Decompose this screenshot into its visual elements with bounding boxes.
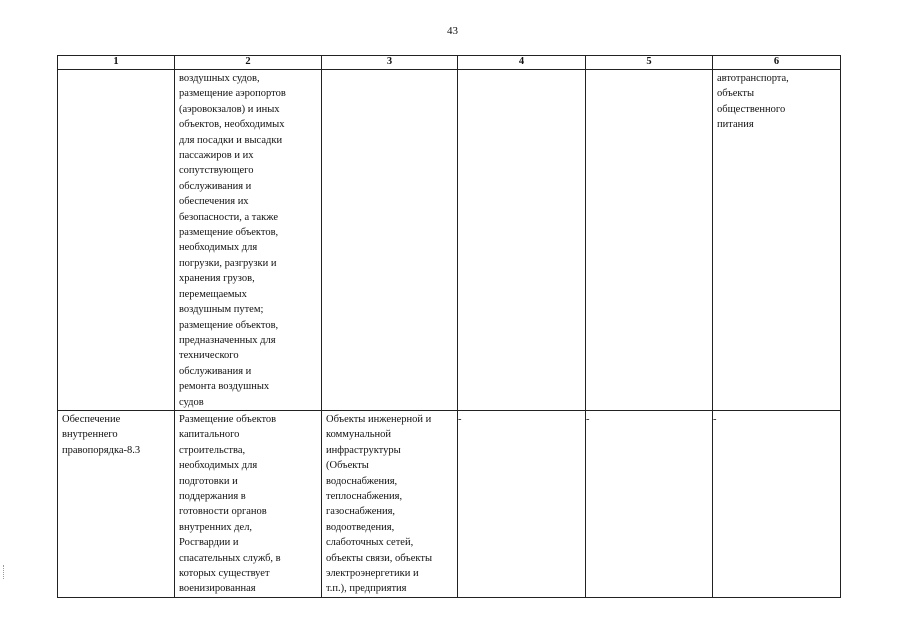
cell-text: Размещение объектов капитального строительства, необходимых для подготовки и поддержания в готовности органов внутренних дел, Росгвардии и спасательных служб, в которых существует военизированная <box>179 413 281 595</box>
table-cell <box>175 70 322 411</box>
page-number: 43 <box>447 25 458 37</box>
table-cell <box>586 410 713 597</box>
cell-text: - <box>713 413 717 425</box>
table-cell <box>586 70 713 411</box>
table-cell <box>322 410 458 597</box>
cell-text: - <box>458 413 462 425</box>
column-header-3: 3 <box>322 56 458 70</box>
table-cell <box>58 410 175 597</box>
column-header-6: 6 <box>713 56 841 70</box>
cell-text <box>458 70 585 71</box>
cell-text <box>322 70 457 71</box>
cell-text: - <box>586 413 590 425</box>
column-header-5: 5 <box>586 56 713 70</box>
column-header-4: 4 <box>458 56 586 70</box>
cell-text <box>58 70 174 71</box>
table-header-row <box>58 56 841 70</box>
cell-text: воздушных судов, размещение аэропортов (аэровокзалов) и иных объектов, необходимых для посадки и высадки пассажиров и их сопутствующего обслуживания и обеспечения их безопасности, а также размещение объектов, необходимых для погрузки, разгрузки и хранения грузов, перемещаемых воздушным путем; размещение объектов, предназначенных для технического обслуживания и ремонта воздушных судов <box>179 73 286 408</box>
table-cell <box>458 70 586 411</box>
table-cell <box>175 410 322 597</box>
cell-text: Объекты инженерной и коммунальной инфраструктуры (Объекты водоснабжения, теплоснабжения, газоснабжения, водоотведения, слаботочных сетей, объекты связи, объекты электроэнергетики и т.п.), предприятия <box>326 413 433 595</box>
table-row <box>58 70 841 411</box>
table-cell <box>713 410 841 597</box>
cell-text: Обеспечение внутреннего правопорядка-8.3 <box>62 413 141 456</box>
cell-text: автотранспорта, объекты общественного питания <box>717 73 789 131</box>
column-header-2: 2 <box>175 56 322 70</box>
table-cell <box>322 70 458 411</box>
table-row <box>58 410 841 597</box>
table-cell <box>713 70 841 411</box>
regulations-table <box>57 55 841 598</box>
cell-text <box>586 70 712 71</box>
table-cell <box>458 410 586 597</box>
scan-edge-mark <box>3 565 6 579</box>
table-cell <box>58 70 175 411</box>
column-header-1: 1 <box>58 56 175 70</box>
